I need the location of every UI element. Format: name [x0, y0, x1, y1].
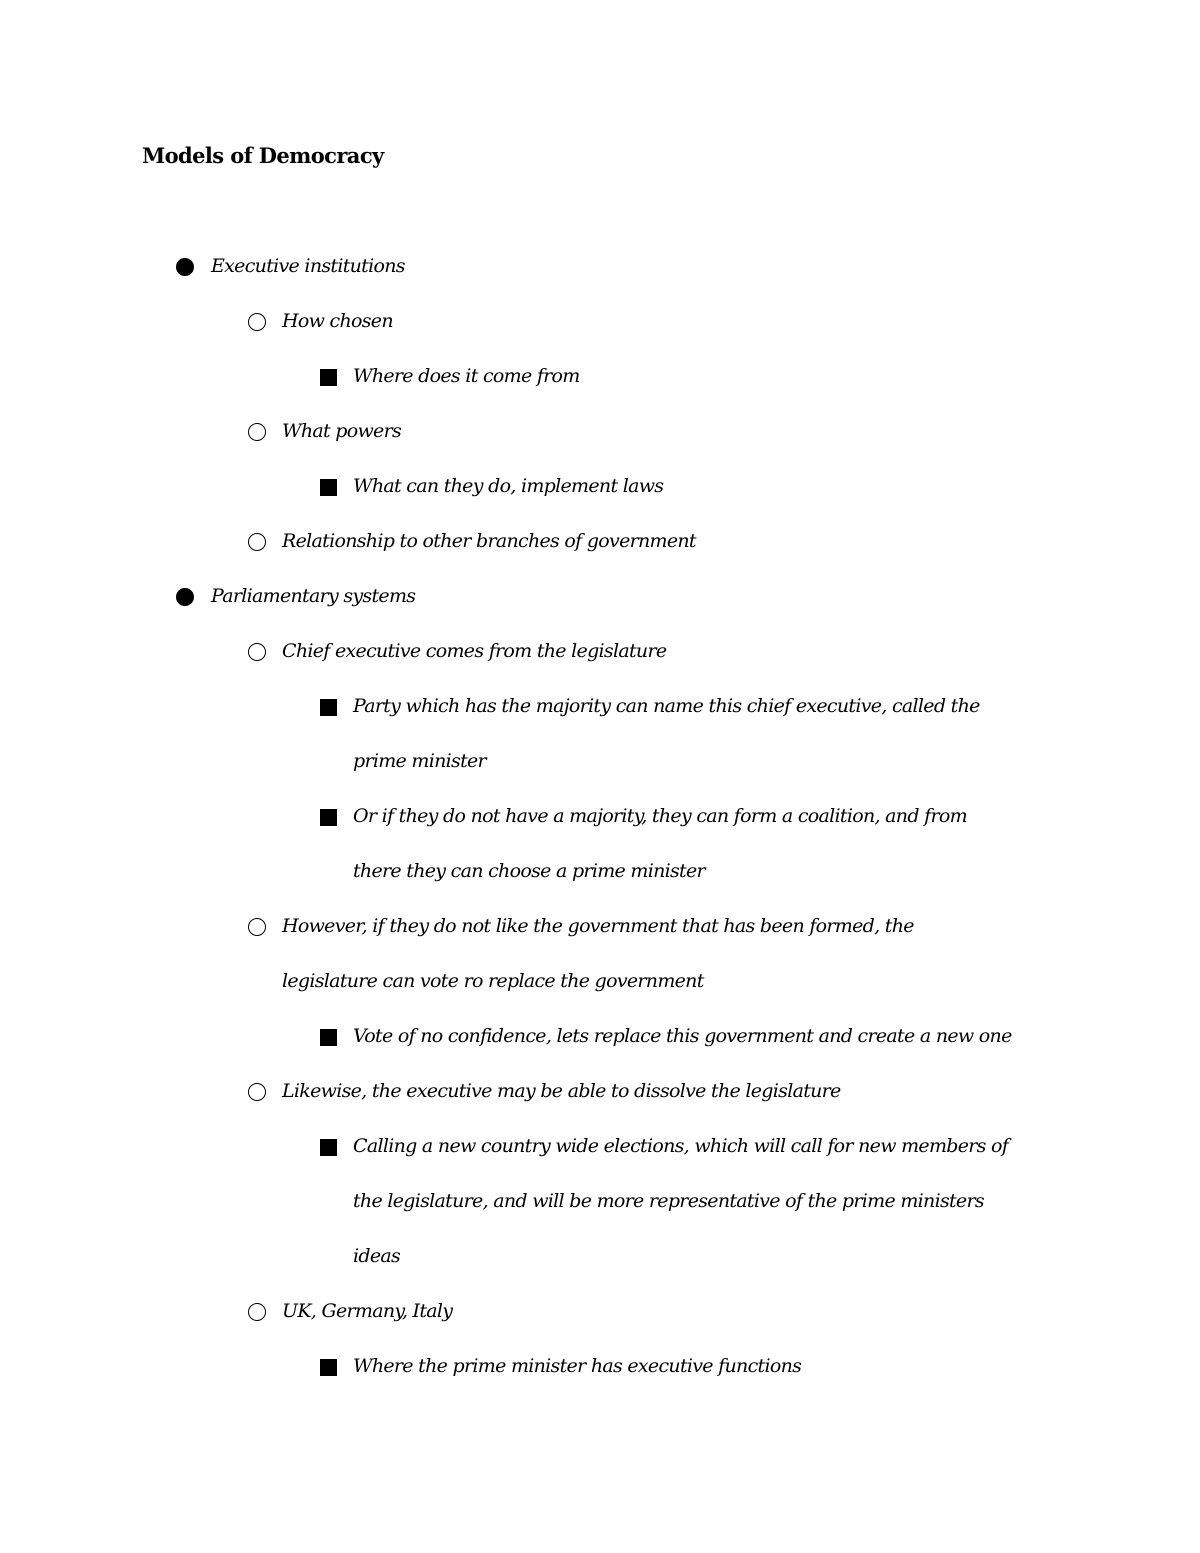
outline-item: What can they do, implement laws — [353, 475, 664, 497]
bullet-square-icon — [320, 1029, 337, 1046]
bullet-circle-icon — [248, 643, 266, 661]
outline-item: How chosen — [282, 310, 393, 332]
bullet-circle-icon — [248, 313, 266, 331]
bullet-circle-icon — [248, 1083, 266, 1101]
outline-item: Chief executive comes from the legislature — [282, 640, 667, 662]
bullet-circle-icon — [248, 423, 266, 441]
outline-item-continuation: prime minister — [353, 750, 486, 772]
outline-item-continuation: legislature can vote ro replace the government — [282, 970, 704, 992]
bullet-circle-icon — [248, 533, 266, 551]
outline-item: Calling a new country wide elections, which will call for new members of — [353, 1135, 1009, 1157]
bullet-square-icon — [320, 809, 337, 826]
outline-item: Where the prime minister has executive functions — [353, 1355, 802, 1377]
outline-item: However, if they do not like the government that has been formed, the — [282, 915, 914, 937]
outline-item-continuation: there they can choose a prime minister — [353, 860, 705, 882]
bullet-disc-icon — [176, 588, 194, 606]
bullet-circle-icon — [248, 1303, 266, 1321]
bullet-square-icon — [320, 479, 337, 496]
bullet-square-icon — [320, 1359, 337, 1376]
outline-item: Party which has the majority can name this chief executive, called the — [353, 695, 980, 717]
bullet-square-icon — [320, 1139, 337, 1156]
bullet-circle-icon — [248, 918, 266, 936]
outline-item: Likewise, the executive may be able to dissolve the legislature — [282, 1080, 841, 1102]
bullet-disc-icon — [176, 258, 194, 276]
outline-item: Where does it come from — [353, 365, 580, 387]
outline-item-continuation: ideas — [353, 1245, 401, 1267]
outline-item-continuation: the legislature, and will be more representative of the prime ministers — [353, 1190, 984, 1212]
outline-item: Parliamentary systems — [211, 585, 416, 607]
bullet-square-icon — [320, 699, 337, 716]
outline-item: What powers — [282, 420, 402, 442]
outline-item: Or if they do not have a majority, they can form a coalition, and from — [353, 805, 967, 827]
bullet-square-icon — [320, 369, 337, 386]
document-title: Models of Democracy — [142, 143, 384, 168]
outline-item: Relationship to other branches of government — [282, 530, 696, 552]
outline-item: Executive institutions — [211, 255, 405, 277]
outline-item: UK, Germany, Italy — [282, 1300, 453, 1322]
outline-item: Vote of no confidence, lets replace this government and create a new one — [353, 1025, 1012, 1047]
